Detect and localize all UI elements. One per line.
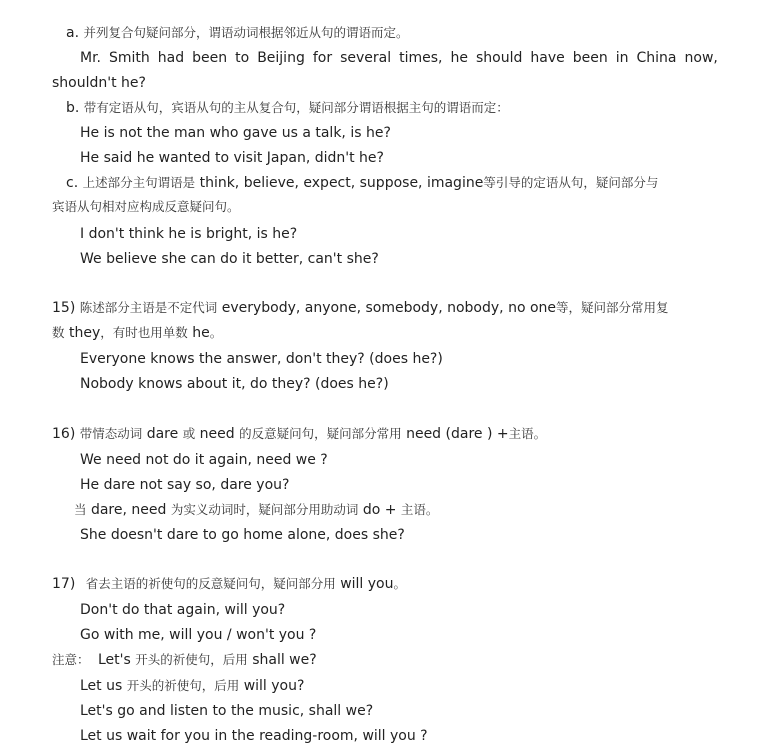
- section-16-note-part3: 主语。: [400, 502, 439, 517]
- section-a-marker: a.: [66, 25, 80, 41]
- section-15-rule-part2: 等，疑问部分常用复: [556, 300, 669, 315]
- section-17-example-3: Let's go and listen to the music, shall we?: [80, 703, 374, 719]
- section-15-rule-part3: 数: [52, 325, 65, 340]
- section-17-example-2: Go with me, will you / won't you ?: [80, 627, 317, 643]
- section-17-heading: [52, 574, 406, 594]
- section-15-example-1: Everyone knows the answer, don't they? (does he?): [80, 351, 443, 367]
- section-16-formula: need (dare ) +: [406, 426, 509, 442]
- section-b-heading: [66, 98, 509, 118]
- section-16-rule-part4: 主语。: [508, 426, 547, 441]
- section-c-rule-part1: 上述部分主句谓语是: [82, 175, 196, 190]
- section-15-rule-line2: [52, 323, 222, 343]
- section-16-example-1: We need not do it again, need we ?: [80, 452, 328, 468]
- section-a-heading: [66, 23, 409, 43]
- section-15-rule-part5: 。: [209, 325, 223, 340]
- section-a-example-line2: shouldn't he?: [52, 75, 146, 91]
- section-16-rule-part3: 的反意疑问句，疑问部分常用: [239, 426, 402, 441]
- section-b-marker: b.: [66, 100, 80, 116]
- section-a-example-word: times,: [399, 50, 443, 66]
- section-b-example-1: He is not the man who gave us a talk, is he?: [80, 125, 391, 141]
- section-15-number: 15): [52, 300, 76, 316]
- section-15-rule-part1: 陈述部分主语是不定代词: [79, 300, 218, 315]
- section-17-rule-part2: 。: [393, 576, 407, 591]
- section-a-example-word: should: [476, 50, 523, 66]
- section-a-example-word: China: [636, 50, 677, 66]
- section-a-example-word: in: [615, 50, 629, 66]
- section-17-will-you-tag: will you?: [243, 678, 305, 694]
- section-a-example-word: he: [450, 50, 468, 66]
- section-c-marker: c.: [66, 175, 79, 191]
- section-c-example-2: We believe she can do it better, can't she?: [80, 251, 379, 267]
- section-15-heading: [52, 298, 669, 318]
- section-15-he: he: [192, 325, 210, 341]
- section-16-note-part1: 当: [74, 502, 87, 517]
- section-a-example-line1: [80, 48, 718, 68]
- section-16-example-2: He dare not say so, dare you?: [80, 477, 290, 493]
- section-c-rule-part3: 宾语从句相对应构成反意疑问句。: [52, 199, 240, 214]
- section-a-example-word: Smith: [109, 50, 150, 66]
- section-a-rule: 并列复合句疑问部分，谓语动词根据邻近从句的谓语而定。: [83, 25, 409, 40]
- section-17-number: 17): [52, 576, 76, 592]
- section-17-note-part2: 开头的祈使句，后用: [126, 678, 240, 693]
- section-c-verbs: think, believe, expect, suppose, imagine: [199, 175, 484, 191]
- section-b-rule: 带有定语从句，宾语从句的主从复合句，疑问部分谓语根据主句的谓语而定：: [83, 100, 509, 115]
- section-17-shall-we: shall we?: [252, 652, 317, 668]
- section-a-example-word: Mr.: [80, 50, 101, 66]
- section-16-note: [74, 500, 438, 520]
- section-a-example-word: had: [157, 50, 185, 66]
- section-17-let-us: Let us: [80, 678, 123, 694]
- section-c-example-1: I don't think he is bright, is he?: [80, 226, 298, 242]
- section-15-pronouns: everybody, anyone, somebody, nobody, no one: [221, 300, 557, 316]
- section-c-rule-part2: 等引导的定语从句，疑问部分与: [483, 175, 659, 190]
- section-16-number: 16): [52, 426, 76, 442]
- section-17-lets: Let's: [97, 652, 131, 668]
- section-a-example-word: been: [572, 50, 608, 66]
- section-17-example-4: Let us wait for you in the reading-room, will you ?: [80, 728, 428, 744]
- section-17-example-1: Don't do that again, will you?: [80, 602, 286, 618]
- section-a-example-word: have: [530, 50, 565, 66]
- section-c-heading: [66, 173, 658, 193]
- section-16-rule-part1: 带情态动词: [79, 426, 143, 441]
- section-a-example-word: Beijing: [257, 50, 305, 66]
- section-a-example-word: now,: [684, 50, 718, 66]
- section-16-rule-part2: 或: [182, 426, 196, 441]
- section-16-heading: [52, 424, 546, 444]
- section-a-example-word: been: [192, 50, 228, 66]
- section-a-example-word: several: [340, 50, 392, 66]
- section-16-note-part2: 为实义动词时，疑问部分用助动词: [170, 502, 359, 517]
- section-17-rule-part1: 省去主语的祈使句的反意疑问句，疑问部分用: [85, 576, 336, 591]
- section-16-note-words: dare, need: [90, 502, 167, 518]
- section-16-note-do: do +: [362, 502, 397, 518]
- section-17-will-you: will you: [340, 576, 394, 592]
- section-15-they: they: [68, 325, 101, 341]
- section-17-note-lets: [52, 650, 317, 670]
- section-b-example-2: He said he wanted to visit Japan, didn't he?: [80, 150, 384, 166]
- section-16-need: need: [199, 426, 235, 442]
- section-16-dare: dare: [146, 426, 179, 442]
- section-16-example-3: She doesn't dare to go home alone, does she?: [80, 527, 405, 543]
- section-15-rule-part4: ，有时也用单数: [100, 325, 188, 340]
- section-17-note-label: 注意：: [52, 652, 90, 667]
- section-17-note-part1: 开头的祈使句，后用: [135, 652, 248, 667]
- section-17-note-let-us: [80, 676, 304, 696]
- section-15-example-2: Nobody knows about it, do they? (does he?): [80, 376, 389, 392]
- section-a-example-word: for: [312, 50, 333, 66]
- section-a-example-word: to: [235, 50, 250, 66]
